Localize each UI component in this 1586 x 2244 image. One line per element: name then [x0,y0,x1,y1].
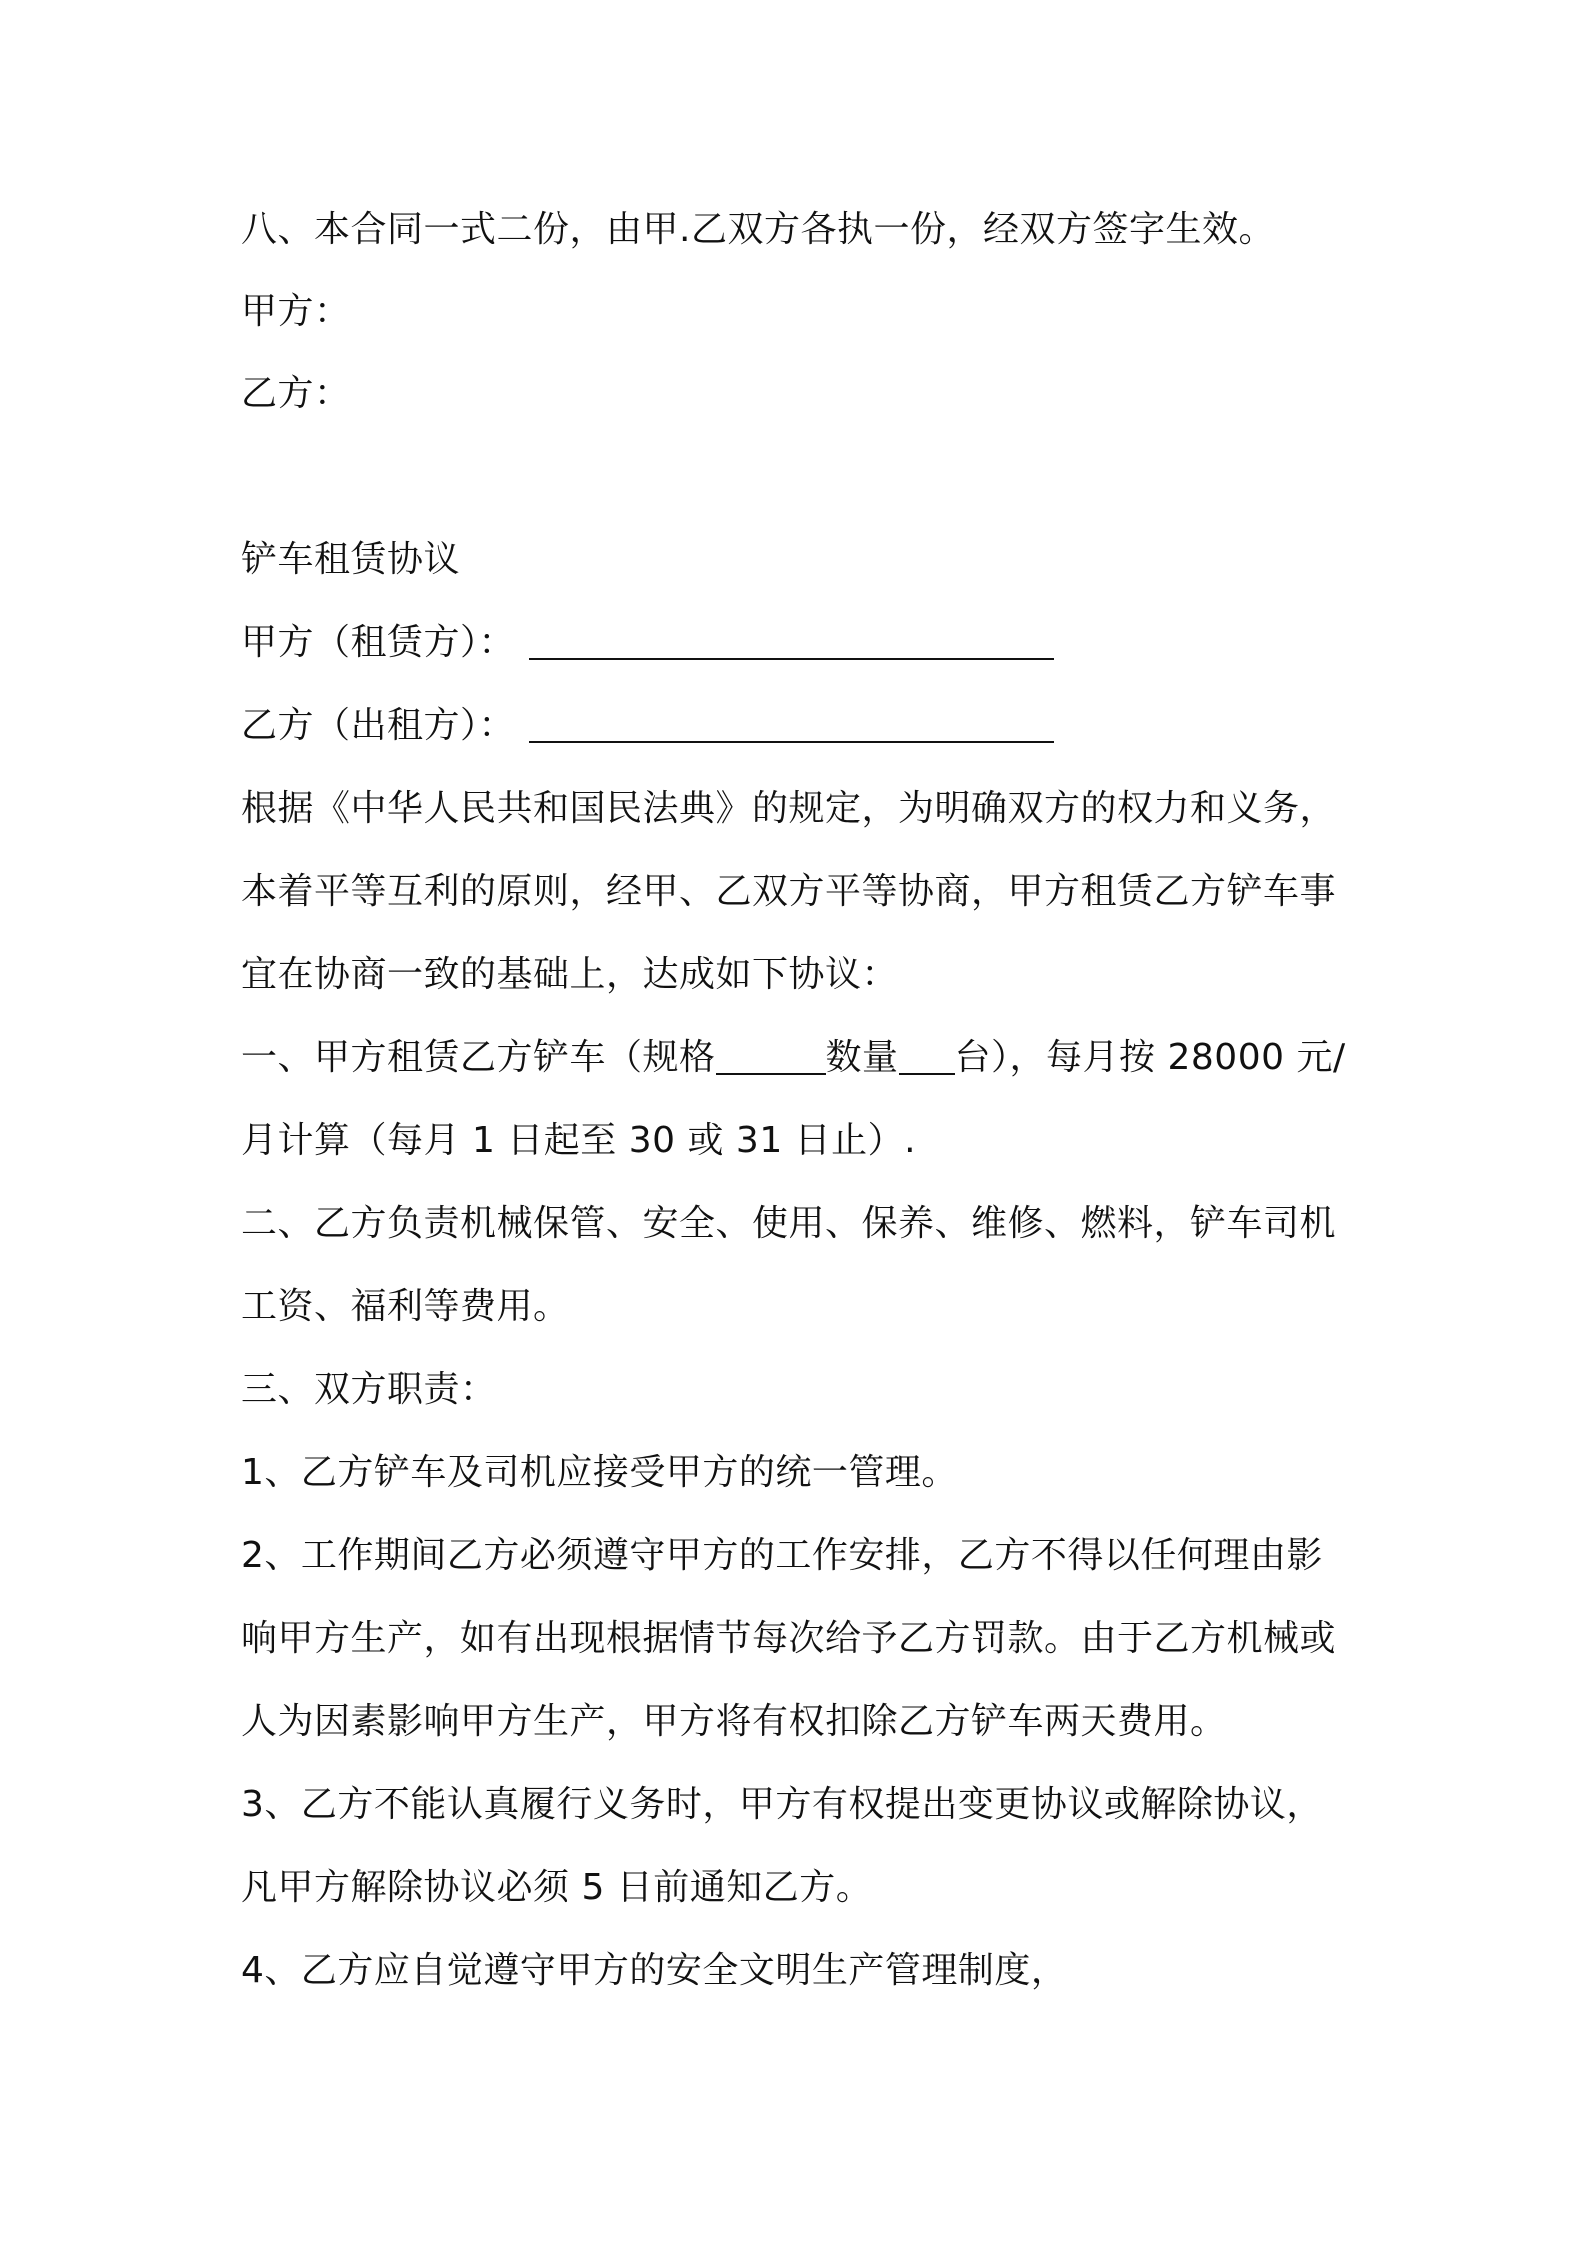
party-b-line [241,700,1054,752]
clause-1-part-2: 数量 [825,1037,899,1078]
party-a-label: 甲方（租赁方）： [241,622,516,663]
document-title: 铲车租赁协议 [241,539,461,580]
duty-4: 4、乙方应自觉遵守甲方的安全文明生产管理制度， [241,1950,1068,1991]
clause-1-part-3: 台），每月按 28000 元/ [954,1037,1346,1078]
party-b-label: 乙方（出租方）： [241,705,516,746]
clause-2-line-2: 工资、福利等费用。 [241,1286,570,1327]
duty-3-line-2: 凡甲方解除协议必须 5 日前通知乙方。 [241,1867,873,1908]
preamble-line-3: 宜在协商一致的基础上，达成如下协议： [241,954,899,995]
quantity-blank [899,1033,955,1075]
signature-party-a: 甲方： [241,291,351,332]
clause-8: 八、本合同一式二份，由甲.乙双方各执一份，经双方签字生效。 [241,209,1275,250]
duty-1: 1、乙方铲车及司机应接受甲方的统一管理。 [241,1452,958,1493]
party-a-line [241,617,1054,669]
preamble-line-2: 本着平等互利的原则，经甲、乙双方平等协商，甲方租赁乙方铲车事 [241,871,1337,912]
signature-party-b: 乙方： [241,373,351,414]
clause-1-part-1: 一、甲方租赁乙方铲车（规格 [241,1037,716,1078]
spec-blank [716,1033,826,1075]
clause-3-heading: 三、双方职责： [241,1369,497,1410]
clause-2-line-1: 二、乙方负责机械保管、安全、使用、保养、维修、燃料，铲车司机 [241,1203,1337,1244]
clause-1-line-1 [241,1032,1346,1084]
party-a-blank [529,618,1054,660]
duty-2-line-2: 响甲方生产，如有出现根据情节每次给予乙方罚款。由于乙方机械或 [241,1618,1337,1659]
party-b-blank [529,701,1054,743]
duty-3-line-1: 3、乙方不能认真履行义务时，甲方有权提出变更协议或解除协议， [241,1784,1323,1825]
preamble-line-1: 根据《中华人民共和国民法典》的规定，为明确双方的权力和义务， [241,788,1337,829]
duty-2-line-3: 人为因素影响甲方生产，甲方将有权扣除乙方铲车两天费用。 [241,1701,1227,1742]
clause-1-line-2: 月计算（每月 1 日起至 30 或 31 日止）. [241,1120,917,1161]
duty-2-line-1: 2、工作期间乙方必须遵守甲方的工作安排，乙方不得以任何理由影 [241,1535,1323,1576]
